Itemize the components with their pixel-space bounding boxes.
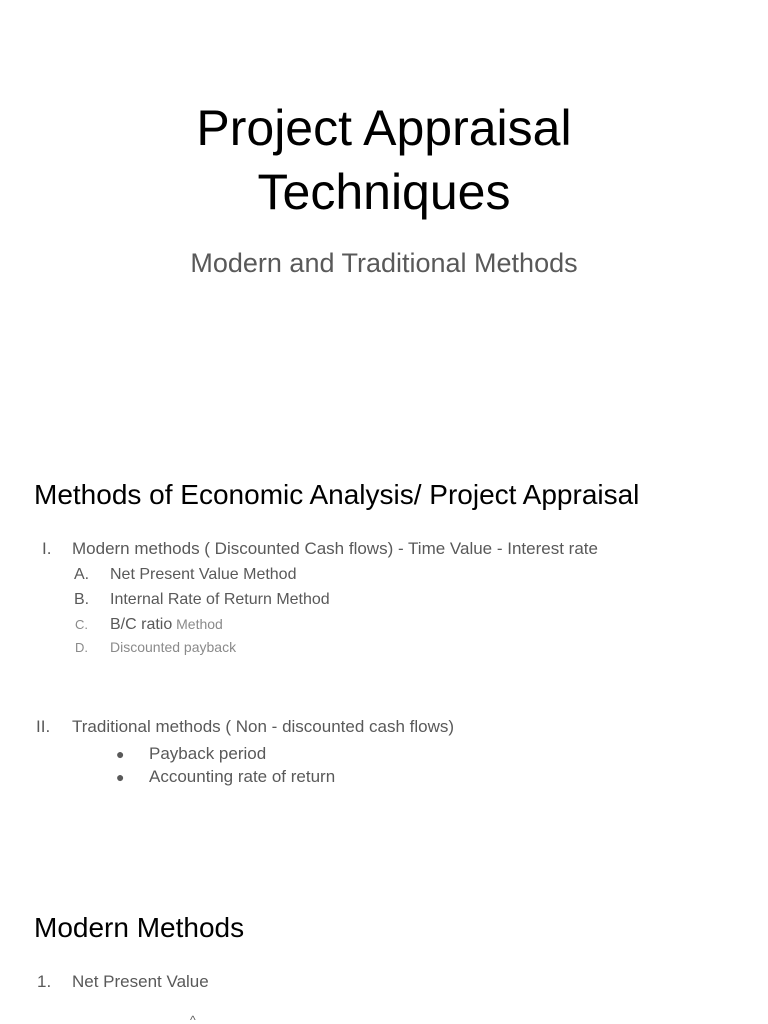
sub-item-text <box>110 614 223 635</box>
page-title <box>0 96 768 224</box>
title-line-2: Techniques <box>257 164 511 220</box>
page-subtitle: Modern and Traditional Methods <box>190 248 578 278</box>
sub-item-text-rest: Method <box>172 616 223 632</box>
sub-marker: D. <box>75 640 88 655</box>
sub-item-text-emphasis: B/C ratio <box>110 616 173 633</box>
sub-marker: B. <box>74 591 90 608</box>
modern-methods-heading: Modern Methods <box>34 912 245 943</box>
sub-item-text: Net Present Value Method <box>110 566 297 583</box>
title-line-1: Project Appraisal <box>196 100 572 156</box>
list-marker: I. <box>42 539 52 558</box>
bullet-text: Accounting rate of return <box>149 767 336 786</box>
numbered-item-text: Net Present Value <box>72 972 209 991</box>
methods-heading: Methods of Economic Analysis/ Project Appraisal <box>34 479 640 510</box>
list-marker: II. <box>36 717 51 736</box>
bullet-icon: ● <box>116 746 125 762</box>
list-item-text: Modern methods ( Discounted Cash flows) - Time Value - Interest rate <box>72 539 598 558</box>
bullet-icon: ● <box>116 769 125 785</box>
caret-icon: ^ <box>190 1013 196 1024</box>
numbered-marker: 1. <box>37 972 52 991</box>
sub-item-text: Discounted payback <box>110 639 237 655</box>
list-item-text: Traditional methods ( Non - discounted cash flows) <box>72 717 455 736</box>
sub-marker: A. <box>74 566 90 583</box>
bullet-text: Payback period <box>149 744 267 763</box>
sub-marker: C. <box>75 617 88 632</box>
sub-item-text: Internal Rate of Return Method <box>110 591 330 608</box>
